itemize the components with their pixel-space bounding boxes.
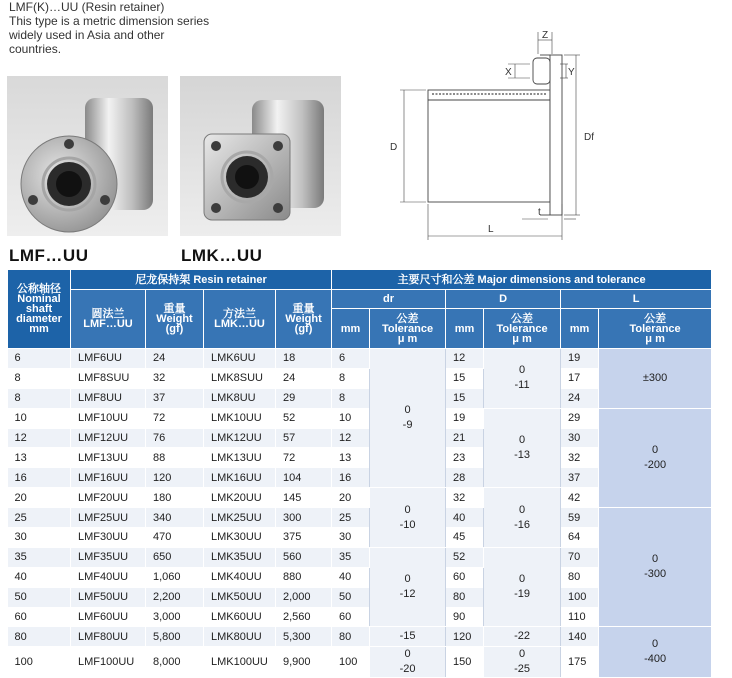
dr-tolerance-cell (370, 488, 446, 548)
shaft-diameter-cell: 80 (8, 627, 71, 647)
lmk-weight-cell: 5,300 (276, 627, 332, 647)
lmf-model-cell: LMF30UU (71, 528, 146, 548)
diagram-label-L: L (488, 224, 494, 235)
lmk-model-cell: LMK6UU (204, 349, 276, 369)
L-tolerance-top: ±300 (642, 371, 668, 384)
lmk-model-cell: LMK10UU (204, 408, 276, 428)
D-tolerance-bottom: -16 (514, 518, 530, 531)
lmk-model-cell: LMK35UU (204, 547, 276, 567)
shaft-diameter-cell: 8 (8, 388, 71, 408)
D-tolerance-bottom: -22 (514, 630, 530, 643)
L-mm-cell: 140 (561, 627, 599, 647)
D-tolerance-bottom: -11 (514, 379, 530, 392)
dr-mm-cell: 13 (332, 448, 370, 468)
shaft-diameter-cell: 100 (8, 647, 71, 678)
D-tolerance-cell (484, 647, 561, 678)
header-weight-lmf: 重量 Weight (gf) (146, 290, 204, 349)
intro-line-3: countries. (9, 42, 62, 56)
dr-tolerance-bottom: -10 (399, 518, 416, 531)
product-title: LMF(K)…UU (Resin retainer) (9, 0, 165, 14)
dr-mm-cell: 10 (332, 408, 370, 428)
lmk-weight-cell: 2,560 (276, 607, 332, 627)
lmf-model-cell: LMF6UU (71, 349, 146, 369)
D-mm-cell: 32 (446, 488, 484, 508)
lmf-weight-cell: 32 (146, 368, 204, 388)
lmk-weight-cell: 2,000 (276, 587, 332, 607)
dimension-diagram (380, 28, 600, 243)
D-mm-cell: 15 (446, 368, 484, 388)
lmk-model-cell: LMK20UU (204, 488, 276, 508)
square-flange-photo (180, 76, 341, 236)
lmf-weight-cell: 76 (146, 428, 204, 448)
lmf-weight-cell: 3,000 (146, 607, 204, 627)
D-mm-cell: 150 (446, 647, 484, 678)
diagram-label-t: t (538, 207, 541, 218)
lmf-weight-cell: 470 (146, 528, 204, 548)
lmk-model-cell: LMK50UU (204, 587, 276, 607)
D-mm-cell: 80 (446, 587, 484, 607)
shaft-diameter-cell: 13 (8, 448, 71, 468)
dr-tolerance-bottom: -20 (399, 663, 416, 676)
D-tolerance-bottom: -25 (514, 663, 530, 676)
table-row (8, 349, 712, 369)
lmk-weight-cell: 9,900 (276, 647, 332, 678)
diagram-label-X: X (505, 67, 512, 78)
dr-mm-cell: 30 (332, 528, 370, 548)
lmk-weight-cell: 880 (276, 567, 332, 587)
dr-mm-cell: 6 (332, 349, 370, 369)
D-mm-cell: 15 (446, 388, 484, 408)
table-row (8, 627, 712, 647)
header-square-flange: 方法兰 LMK…UU (204, 290, 276, 349)
lmk-weight-cell: 18 (276, 349, 332, 369)
lmf-model-cell: LMF8UU (71, 388, 146, 408)
header-D: D (446, 290, 561, 309)
lmf-model-cell: LMF40UU (71, 567, 146, 587)
lmk-model-cell: LMK40UU (204, 567, 276, 587)
lmf-model-cell: LMF25UU (71, 508, 146, 528)
intro-text (9, 0, 239, 56)
D-tolerance-bottom: -13 (514, 448, 530, 461)
lmk-model-cell: LMK60UU (204, 607, 276, 627)
L-tolerance-cell (599, 508, 712, 627)
D-mm-cell: 45 (446, 528, 484, 548)
dr-mm-cell: 8 (332, 388, 370, 408)
lmk-model-cell: LMK16UU (204, 468, 276, 488)
D-mm-cell: 23 (446, 448, 484, 468)
dr-tolerance-top: 0 (404, 503, 411, 516)
D-mm-cell: 120 (446, 627, 484, 647)
lmk-weight-cell: 57 (276, 428, 332, 448)
L-mm-cell: 59 (561, 508, 599, 528)
lmf-weight-cell: 5,800 (146, 627, 204, 647)
L-tolerance-top: 0 (652, 553, 659, 566)
dr-mm-cell: 35 (332, 547, 370, 567)
lmk-model-cell: LMK8UU (204, 388, 276, 408)
round-flange-photo (7, 76, 168, 236)
lmf-model-cell: LMF16UU (71, 468, 146, 488)
intro-line-1: This type is a metric dimension series (9, 14, 210, 28)
header-L-mm: mm (561, 309, 599, 349)
lmk-weight-cell: 375 (276, 528, 332, 548)
lmf-model-cell: LMF12UU (71, 428, 146, 448)
L-tolerance-top: 0 (652, 443, 659, 456)
header-round-flange: 圆法兰 LMF…UU (71, 290, 146, 349)
lmf-weight-cell: 8,000 (146, 647, 204, 678)
D-tolerance-cell (484, 408, 561, 488)
header-L: L (561, 290, 712, 309)
L-mm-cell: 64 (561, 528, 599, 548)
shaft-diameter-cell: 25 (8, 508, 71, 528)
L-mm-cell: 30 (561, 428, 599, 448)
L-tolerance-cell (599, 408, 712, 507)
lmf-model-cell: LMF10UU (71, 408, 146, 428)
D-mm-cell: 19 (446, 408, 484, 428)
lmk-model-cell: LMK8SUU (204, 368, 276, 388)
D-mm-cell: 40 (446, 508, 484, 528)
dr-mm-cell: 60 (332, 607, 370, 627)
L-tolerance-top: 0 (652, 638, 659, 651)
L-mm-cell: 175 (561, 647, 599, 678)
round-flange-label: LMF…UU (9, 246, 89, 265)
L-tolerance-bottom: -400 (644, 653, 667, 666)
lmf-model-cell: LMF100UU (71, 647, 146, 678)
dr-tolerance-cell (370, 547, 446, 627)
D-tolerance-top: 0 (518, 573, 526, 586)
header-L-tolerance: 公差 Tolerance μ m (599, 309, 712, 349)
intro-line-2: widely used in Asia and other (9, 28, 165, 42)
lmf-weight-cell: 2,200 (146, 587, 204, 607)
shaft-diameter-cell: 6 (8, 349, 71, 369)
header-dr-tolerance: 公差 Tolerance μ m (370, 309, 446, 349)
lmk-weight-cell: 52 (276, 408, 332, 428)
lmk-weight-cell: 29 (276, 388, 332, 408)
D-tolerance-cell (484, 547, 561, 627)
D-tolerance-bottom: -19 (514, 588, 530, 601)
L-tolerance-bottom: -200 (644, 458, 667, 471)
header-major-dimensions: 主要尺寸和公差 Major dimensions and tolerance (332, 270, 712, 290)
dr-mm-cell: 8 (332, 368, 370, 388)
header-dr: dr (332, 290, 446, 309)
table-row (8, 508, 712, 528)
shaft-diameter-cell: 50 (8, 587, 71, 607)
lmf-model-cell: LMF35UU (71, 547, 146, 567)
lmk-weight-cell: 24 (276, 368, 332, 388)
dr-tolerance-bottom: -15 (399, 630, 416, 643)
L-mm-cell: 37 (561, 468, 599, 488)
shaft-diameter-cell: 12 (8, 428, 71, 448)
L-mm-cell: 17 (561, 368, 599, 388)
L-mm-cell: 24 (561, 388, 599, 408)
lmf-weight-cell: 650 (146, 547, 204, 567)
D-mm-cell: 21 (446, 428, 484, 448)
L-tolerance-cell (599, 349, 712, 409)
lmf-weight-cell: 1,060 (146, 567, 204, 587)
D-tolerance-top: 0 (518, 364, 526, 377)
lmk-model-cell: LMK25UU (204, 508, 276, 528)
header-weight-lmk: 重量 Weight (gf) (276, 290, 332, 349)
dr-mm-cell: 100 (332, 647, 370, 678)
L-mm-cell: 110 (561, 607, 599, 627)
D-mm-cell: 52 (446, 547, 484, 567)
dr-mm-cell: 80 (332, 627, 370, 647)
lmk-weight-cell: 72 (276, 448, 332, 468)
lmf-model-cell: LMF8SUU (71, 368, 146, 388)
L-mm-cell: 29 (561, 408, 599, 428)
shaft-diameter-cell: 16 (8, 468, 71, 488)
lmf-weight-cell: 24 (146, 349, 204, 369)
lmk-model-cell: LMK30UU (204, 528, 276, 548)
L-mm-cell: 70 (561, 547, 599, 567)
dr-tolerance-top: 0 (404, 648, 411, 661)
L-mm-cell: 100 (561, 587, 599, 607)
L-tolerance-bottom: -300 (644, 568, 667, 581)
header-resin-retainer: 尼龙保持架 Resin retainer (71, 270, 332, 290)
D-tolerance-cell (484, 349, 561, 409)
diagram-label-Df: Df (584, 132, 594, 143)
diagram-label-Z: Z (542, 30, 549, 41)
D-tolerance-top: 0 (518, 503, 526, 516)
lmf-model-cell: LMF60UU (71, 607, 146, 627)
shaft-diameter-cell: 30 (8, 528, 71, 548)
L-mm-cell: 19 (561, 349, 599, 369)
dr-tolerance-cell (370, 627, 446, 647)
D-tolerance-cell (484, 488, 561, 548)
lmf-model-cell: LMF80UU (71, 627, 146, 647)
header-shaft-diameter: 公称轴径 Nominal shaft diameter mm (8, 270, 71, 349)
L-tolerance-cell (599, 627, 712, 678)
shaft-diameter-cell: 8 (8, 368, 71, 388)
lmf-weight-cell: 340 (146, 508, 204, 528)
lmk-model-cell: LMK80UU (204, 627, 276, 647)
lmf-weight-cell: 72 (146, 408, 204, 428)
D-tolerance-top: 0 (518, 648, 526, 661)
D-mm-cell: 12 (446, 349, 484, 369)
D-tolerance-top: 0 (518, 433, 526, 446)
dr-tolerance-bottom: -9 (402, 419, 413, 432)
D-tolerance-cell (484, 627, 561, 647)
dr-mm-cell: 20 (332, 488, 370, 508)
dr-mm-cell: 12 (332, 428, 370, 448)
lmf-weight-cell: 88 (146, 448, 204, 468)
dr-mm-cell: 16 (332, 468, 370, 488)
dr-tolerance-cell (370, 349, 446, 488)
header-dr-mm: mm (332, 309, 370, 349)
dr-tolerance-top: 0 (404, 573, 411, 586)
header-D-tolerance: 公差 Tolerance μ m (484, 309, 561, 349)
lmk-model-cell: LMK12UU (204, 428, 276, 448)
shaft-diameter-cell: 35 (8, 547, 71, 567)
dr-mm-cell: 25 (332, 508, 370, 528)
dr-tolerance-cell (370, 647, 446, 678)
shaft-diameter-cell: 10 (8, 408, 71, 428)
dr-mm-cell: 50 (332, 587, 370, 607)
lmf-weight-cell: 120 (146, 468, 204, 488)
lmk-model-cell: LMK100UU (204, 647, 276, 678)
D-mm-cell: 60 (446, 567, 484, 587)
D-mm-cell: 28 (446, 468, 484, 488)
lmf-weight-cell: 180 (146, 488, 204, 508)
table-row (8, 408, 712, 428)
lmk-weight-cell: 300 (276, 508, 332, 528)
spec-table-body (8, 349, 712, 678)
lmf-model-cell: LMF20UU (71, 488, 146, 508)
lmk-weight-cell: 145 (276, 488, 332, 508)
diagram-label-Y: Y (568, 67, 575, 78)
dr-tolerance-bottom: -12 (399, 588, 416, 601)
shaft-diameter-cell: 60 (8, 607, 71, 627)
shaft-diameter-cell: 40 (8, 567, 71, 587)
dr-tolerance-top: 0 (404, 404, 411, 417)
dr-mm-cell: 40 (332, 567, 370, 587)
header-D-mm: mm (446, 309, 484, 349)
D-mm-cell: 90 (446, 607, 484, 627)
square-flange-label: LMK…UU (181, 246, 263, 265)
lmk-weight-cell: 560 (276, 547, 332, 567)
lmk-weight-cell: 104 (276, 468, 332, 488)
lmf-model-cell: LMF50UU (71, 587, 146, 607)
L-mm-cell: 32 (561, 448, 599, 468)
L-mm-cell: 42 (561, 488, 599, 508)
L-mm-cell: 80 (561, 567, 599, 587)
spec-table (7, 269, 712, 678)
lmf-model-cell: LMF13UU (71, 448, 146, 468)
shaft-diameter-cell: 20 (8, 488, 71, 508)
lmk-model-cell: LMK13UU (204, 448, 276, 468)
diagram-label-D: D (390, 142, 398, 153)
lmf-weight-cell: 37 (146, 388, 204, 408)
